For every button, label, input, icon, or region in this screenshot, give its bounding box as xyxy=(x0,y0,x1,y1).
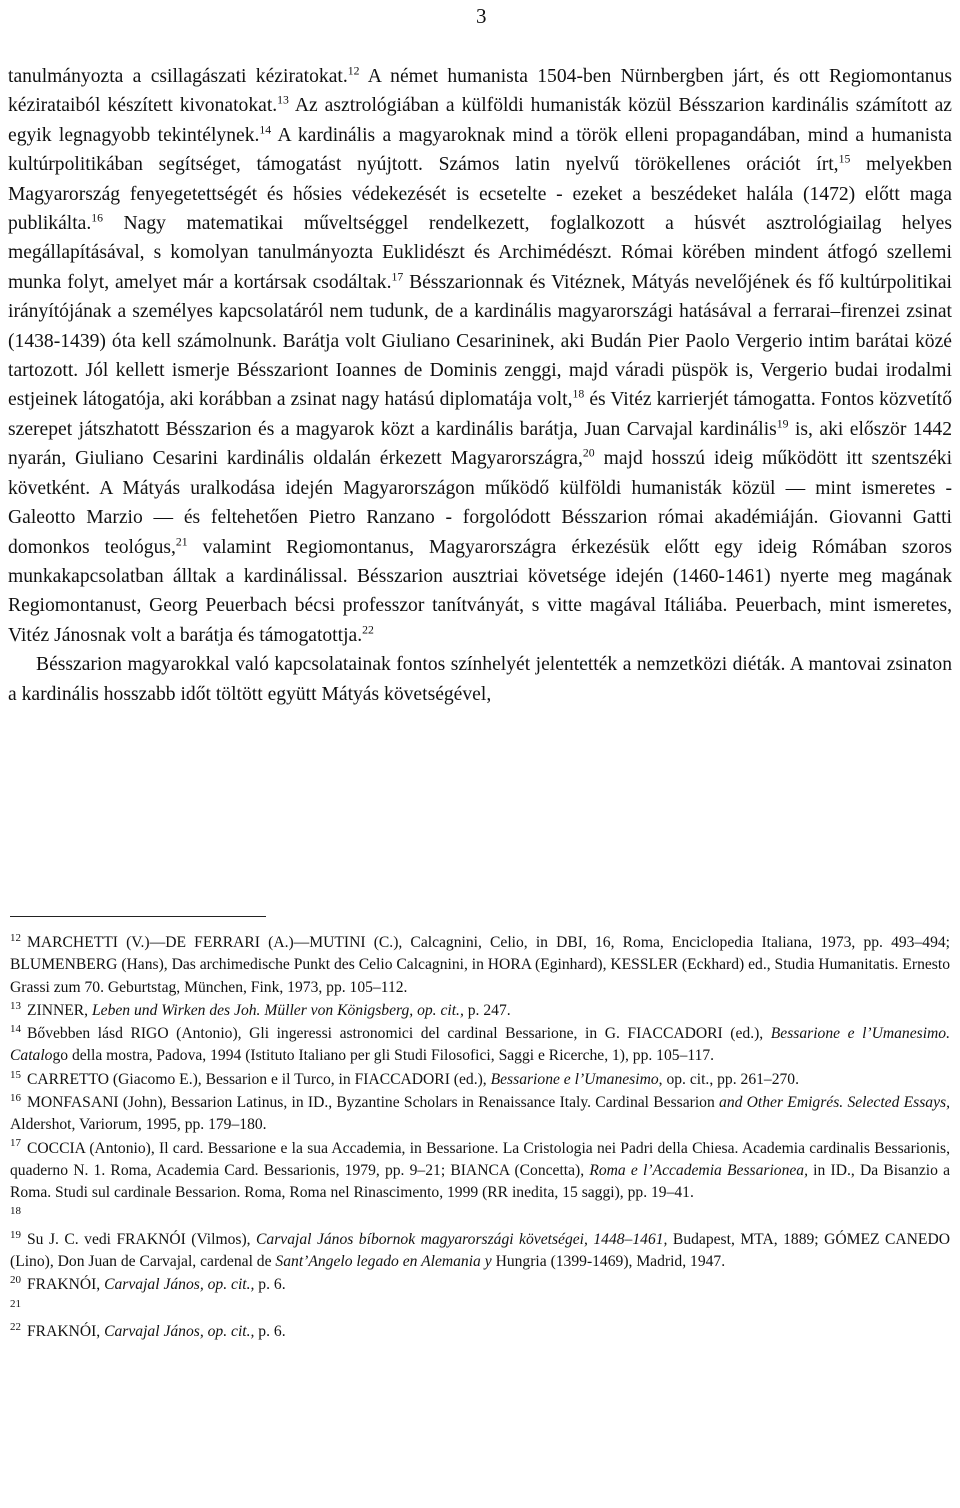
body-paragraph: Bésszarion magyarokkal való kapcsolatainak fontos színhelyét jelentették a nemzetközi diéták. A mantovai zsinaton a kardinális hosszabb időt töltött együtt Mátyás követségével, xyxy=(8,654,952,705)
footnote-title: and Other Emigrés. Selected Essays, xyxy=(719,1094,950,1112)
footnote-number: 14 xyxy=(10,1023,21,1035)
footnote-title: Leben und Wirken des Joh. Müller von Königsberg, op. cit., xyxy=(91,1001,464,1019)
footnote-text: CARRETTO (Giacomo E.), Bessarion e il Turco, in FIACCADORI (ed.), xyxy=(27,1070,491,1088)
footnote-title: Carvajal János, op. cit., xyxy=(104,1323,255,1341)
footnote-title: Bessarione e l’Umanesimo. Catalo xyxy=(10,1025,951,1065)
body-text-run: valamint Regiomontanus, Magyarországra érkezésük előtt egy ideig Rómában szoros munkakapcsolatban álltak a kardinálissal. Bésszarion ausztriai követsége idején (1460-1461) nyerte meg magának Regiomontanust, Georg Peuerbach bécsi professzor tanítványát, s vitte magával Itáliába. Peuerbach, mint ismeretes, Vitéz Jánosnak volt a barátja és támogatottja. xyxy=(8,536,952,646)
footnote-title: Carvajal János, op. cit., xyxy=(104,1276,255,1294)
footnote-marker: 17 xyxy=(391,270,404,284)
footnote-text: COCCIA (Antonio), Il card. Bessarione e la sua Accademia, in Bessarione. La Cristologia nei Padri della Chiesa. Academia cardinalis Bessarionis, quaderno N. 1. Roma, Academia Card. Bessarionis, 1979, pp. 9–21; BIANCA (Concetta), xyxy=(10,1139,950,1179)
footnote-item xyxy=(10,1000,950,1022)
footnote-item xyxy=(10,1138,950,1205)
footnotes xyxy=(10,932,950,1344)
footnote-item xyxy=(10,1023,950,1068)
footnote-text: Bővebben lásd RIGO (Antonio), Gli ingeressi astronomici del cardinal Bessarione, in G. FIACCADORI (ed.), xyxy=(27,1025,771,1043)
footnote-marker: 12 xyxy=(347,64,360,78)
footnote-item xyxy=(10,1206,950,1228)
footnote-number: 19 xyxy=(10,1228,21,1241)
footnote-title: Carvajal János bíbornok magyarországi követségei, 1448–1461, xyxy=(256,1230,668,1248)
footnote-marker: 21 xyxy=(175,534,188,548)
footnote-marker: 16 xyxy=(91,211,104,225)
footnote-title: Bessarione e l’Umanesimo xyxy=(490,1070,659,1088)
footnote-number: 18 xyxy=(10,1205,21,1218)
footnote-item xyxy=(10,1069,950,1091)
footnote-number: 21 xyxy=(10,1297,21,1310)
footnote-text: p. 6. xyxy=(254,1276,286,1294)
body-text-run: Nagy matematikai műveltséggel rendelkezett, foglalkozott a húsvét asztrológiailag helyes megállapításával, s komolyan tanulmányozta Euklidészt és Archimédészt. Római körében mindent átfogó szellemi munka folyt, amelyet már a kortársak csodáltak. xyxy=(8,213,952,293)
footnote-text: Aldershot, Variorum, 1995, pp. 179–180. xyxy=(10,1116,267,1134)
footnote-item xyxy=(10,1274,950,1296)
footnote-text: Budapest, MTA, 1889; GÓMEZ CANEDO (Lino), Don Juan de Carvajal, cardenal de xyxy=(10,1230,950,1271)
footnote-number: 22 xyxy=(10,1320,21,1333)
footnote-text: FRAKNÓI, xyxy=(27,1276,105,1294)
footnote-title: Sant’Angelo legado en Alemania y xyxy=(275,1253,492,1271)
footnote-text: p. 6. xyxy=(254,1323,286,1341)
footnote-text: MONFASANI (John), Bessarion Latinus, in ID., Byzantine Scholars in Renaissance Italy. Cardinal Bessarion xyxy=(27,1094,720,1112)
body-text xyxy=(8,62,952,709)
body-text-run: tanulmányozta a csillagászati kéziratokat. xyxy=(8,66,348,87)
footnote-marker: 18 xyxy=(572,387,585,401)
body-text-run: és Vitéz karrierjét támogatta. Fontos közvetítő szerepet játszhatott Bésszarion és a magyarok közt a kardinális barátja, Juan Carvajal kardinális xyxy=(8,389,953,440)
footnote-text: MARCHETTI (V.)—DE FERRARI (A.)—MUTINI (C.), Calcagnini, Celio, in DBI, 16, Roma, Enciclopedia Italiana, 1973, pp. 493–494; BLUMENBERG (Hans), Das archimedische Punkt des Celio Calcagnini, in HORA (Eginhard), KESSLER (Eckhard) ed., Studia Humanitatis. Ernesto Grassi zum 70. Geburtstag, München, Fink, 1973, pp. 105–112. xyxy=(10,934,950,996)
body-text-run: melyekben Magyarország fenyegetettségét és hősies védekezését is ecsetelte - ezeket a beszédeket halála (1472) előtt maga publikálta. xyxy=(8,154,952,235)
footnote-marker: 22 xyxy=(362,623,374,637)
footnote-number: 15 xyxy=(10,1068,21,1081)
body-text-run: is, aki először 1442 nyarán, Giuliano Cesarini kardinális oldalán érkezett Magyarországra, xyxy=(8,418,952,470)
footnote-text: p. 247. xyxy=(463,1001,511,1019)
footnote-item xyxy=(10,1321,950,1343)
footnote-marker: 19 xyxy=(776,417,789,431)
footnote-separator xyxy=(10,916,266,917)
footnote-text: Su J. C. vedi FRAKNÓI (Vilmos), xyxy=(27,1230,257,1248)
footnote-number: 12 xyxy=(10,931,21,944)
body-text-run: A német humanista 1504-ben Nürnbergben járt, és ott Regiomontanus kézirataiból készített kivonatokat. xyxy=(8,66,952,117)
footnote-item xyxy=(10,932,950,999)
footnote-item xyxy=(10,1298,950,1320)
footnote-number: 13 xyxy=(10,999,21,1012)
footnote-number: 20 xyxy=(10,1274,21,1287)
footnote-marker: 20 xyxy=(582,446,595,460)
footnote-text: ZINNER, xyxy=(27,1001,92,1019)
footnote-text: FRAKNÓI, xyxy=(27,1323,105,1341)
footnote-text: , op. cit., pp. 261–270. xyxy=(658,1070,799,1088)
footnote-text: go della mostra, Padova, 1994 (Istituto Italiano per gli Studi Filosofici, Saggi e Ricerche, 1), pp. 105–117. xyxy=(52,1047,715,1065)
body-paragraph xyxy=(8,62,952,650)
body-text-run: Bésszarionnak és Vitéznek, Mátyás nevelőjének és fő kultúrpolitikai irányítójának a személyes kapcsolatáról nem tudunk, de a kardinális magyarországi hatásával a ferrarai–firenzei zsinat (1438-1439) óta kell számolnunk. Barátja volt Giuliano Cesarininek, aki Budán Pier Paolo Vergerio intim barátai közé tartozott. Jól kellett ismerje Bésszariont Ioannes de Dominis zenggi, majd váradi püspök is, Vergerio budai irodalmi estjeinek látogatója, aki korábban a zsinat nagy hatású diplomatája volt, xyxy=(8,271,953,411)
footnote-number: 16 xyxy=(10,1091,21,1104)
footnote-marker: 14 xyxy=(259,123,272,137)
body-text-run: majd hosszú ideig működött itt szentszéki követként. A Mátyás uralkodása idején Magyarországon működő külföldi humanisták közül ― mint ismeretes - Galeotto Marzio ― és feltehetően Pietro Ranzano - forgolódott Bésszarion római akadémiáján. Giovanni Gatti domonkos teológus, xyxy=(8,448,953,558)
footnote-item xyxy=(10,1229,950,1274)
footnote-text: Hungria (1399-1469), Madrid, 1947. xyxy=(491,1253,726,1271)
footnote-text: in ID., Da Bisanzio a Roma. Studi sul cardinale Bessarion. Roma, Roma nel Rinascimento, 1999 (RR inedita, 15 saggi), pp. 19–41. xyxy=(10,1161,950,1202)
footnote-item xyxy=(10,1092,950,1137)
footnote-marker: 13 xyxy=(277,93,289,107)
page-number: 3 xyxy=(476,4,487,28)
body-text-run: A kardinális a magyaroknak mind a török elleni propagandában, mind a humanista kultúrpolitikában segítséget, támogatást nyújtott. Számos latin nyelvű törökellenes orációt írt, xyxy=(8,124,952,176)
footnote-number: 17 xyxy=(10,1137,21,1150)
body-text-run: Az asztrológiában a külföldi humanisták közül Bésszarion kardinális számított az egyik legnagyobb tekintélynek. xyxy=(8,95,952,146)
footnote-title: Roma e l’Accademia Bessarionea, xyxy=(589,1161,808,1179)
footnote-marker: 15 xyxy=(838,152,851,166)
